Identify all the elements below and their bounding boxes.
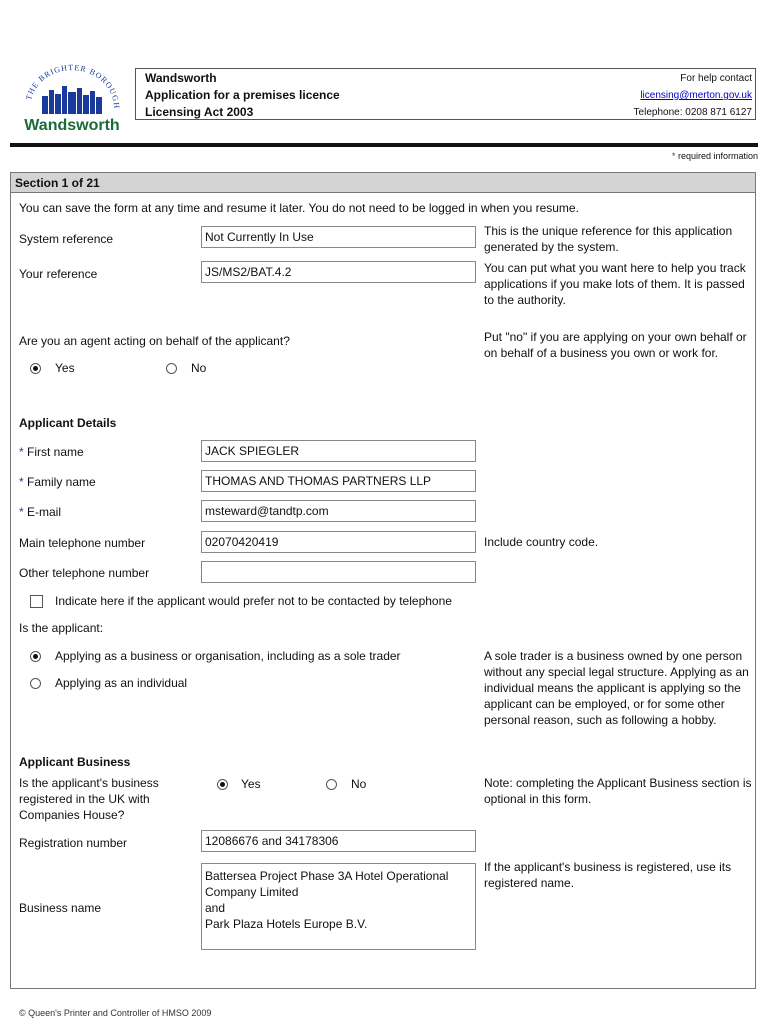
act-name: Licensing Act 2003 <box>145 105 254 119</box>
business-name-line: Battersea Project Phase 3A Hotel Operational <box>205 869 449 883</box>
section-label: Section 1 of 21 <box>15 176 100 190</box>
registered-no-label: No <box>351 777 367 791</box>
help-phone: Telephone: 0208 871 6127 <box>633 107 752 118</box>
your-reference-field[interactable]: JS/MS2/BAT.4.2 <box>201 261 476 283</box>
applicant-type-business-radio[interactable] <box>30 651 41 662</box>
family-name-field[interactable]: THOMAS AND THOMAS PARTNERS LLP <box>201 470 476 492</box>
header-rule <box>10 143 758 147</box>
applicant-type-note: A sole trader is a business owned by one person without any special legal structure. Applying as an individual means the applicant is applying so the applicant can be employed, or for some other personal reason, such as following a hobby. <box>484 649 749 727</box>
agent-yes-label: Yes <box>55 361 75 375</box>
copyright-footer: © Queen's Printer and Controller of HMSO 2009 <box>19 1008 212 1018</box>
applicant-business-heading: Applicant Business <box>19 755 131 769</box>
email-label: * E-mail <box>19 505 62 519</box>
other-phone-label: Other telephone number <box>19 566 150 580</box>
help-email-link[interactable]: licensing@merton.gov.uk <box>640 90 752 101</box>
system-reference-field[interactable]: Not Currently In Use <box>201 226 476 248</box>
wandsworth-logo <box>16 64 128 136</box>
registered-yes-label: Yes <box>241 777 261 791</box>
no-phone-contact-checkbox[interactable] <box>30 595 43 608</box>
required-info-note <box>672 151 758 161</box>
system-reference-label: System reference <box>19 232 114 246</box>
applicant-type-individual-label: Applying as an individual <box>55 676 188 690</box>
agent-yes-radio[interactable] <box>30 363 41 374</box>
applicant-type-individual-radio[interactable] <box>30 678 41 689</box>
agent-note: Put "no" if you are applying on your own behalf or on behalf of a business you own or work for. <box>484 330 747 360</box>
intro-text: You can save the form at any time and resume it later. You do not need to be logged in when you resume. <box>19 201 579 215</box>
applicant-details-heading: Applicant Details <box>19 416 117 430</box>
required-text: required information <box>677 151 758 161</box>
is-applicant-label: Is the applicant: <box>19 621 104 635</box>
registered-note: Note: completing the Applicant Business section is optional in this form. <box>484 776 752 806</box>
help-label: For help contact <box>680 73 752 84</box>
agent-question: Are you an agent acting on behalf of the applicant? <box>19 334 290 348</box>
business-name-line: Company Limited <box>205 885 299 899</box>
main-phone-field[interactable]: 02070420419 <box>201 531 476 553</box>
registered-yes-radio[interactable] <box>217 779 228 790</box>
org-name: Wandsworth <box>145 71 217 85</box>
business-name-note: If the applicant's business is registered, use its registered name. <box>484 860 732 890</box>
business-name-line: and <box>205 901 226 915</box>
business-name-field[interactable] <box>201 863 476 950</box>
logo-arc-text: THE BRIGHTER BOROUGH <box>24 64 122 110</box>
other-phone-field[interactable] <box>201 561 476 583</box>
main-phone-note: Include country code. <box>484 535 599 549</box>
first-name-label: * First name <box>19 445 84 459</box>
help-contact <box>634 70 752 121</box>
header-title-block <box>145 70 340 121</box>
first-name-field[interactable]: JACK SPIEGLER <box>201 440 476 462</box>
email-field[interactable]: msteward@tandtp.com <box>201 500 476 522</box>
required-star: * <box>671 151 676 161</box>
registered-no-radio[interactable] <box>326 779 337 790</box>
registered-question: Is the applicant's business registered in the UK with Companies House? <box>19 776 159 822</box>
family-name-label: * Family name <box>19 475 96 489</box>
system-reference-note: This is the unique reference for this application generated by the system. <box>484 224 733 254</box>
registration-number-field[interactable]: 12086676 and 34178306 <box>201 830 476 852</box>
logo-wordmark: Wandsworth <box>24 117 120 134</box>
registration-number-label: Registration number <box>19 836 128 850</box>
business-name-label: Business name <box>19 901 102 915</box>
business-name-line: Park Plaza Hotels Europe B.V. <box>205 917 368 931</box>
your-reference-label: Your reference <box>19 267 98 281</box>
form-title: Application for a premises licence <box>145 88 340 102</box>
your-reference-note: You can put what you want here to help you track applications if you make lots of them. It is passed to the authority. <box>484 261 746 307</box>
section-header <box>10 172 756 193</box>
agent-no-label: No <box>191 361 207 375</box>
applicant-type-business-label: Applying as a business or organisation, including as a sole trader <box>55 649 401 663</box>
no-phone-contact-label: Indicate here if the applicant would prefer not to be contacted by telephone <box>55 594 452 608</box>
agent-no-radio[interactable] <box>166 363 177 374</box>
main-phone-label: Main telephone number <box>19 536 146 550</box>
